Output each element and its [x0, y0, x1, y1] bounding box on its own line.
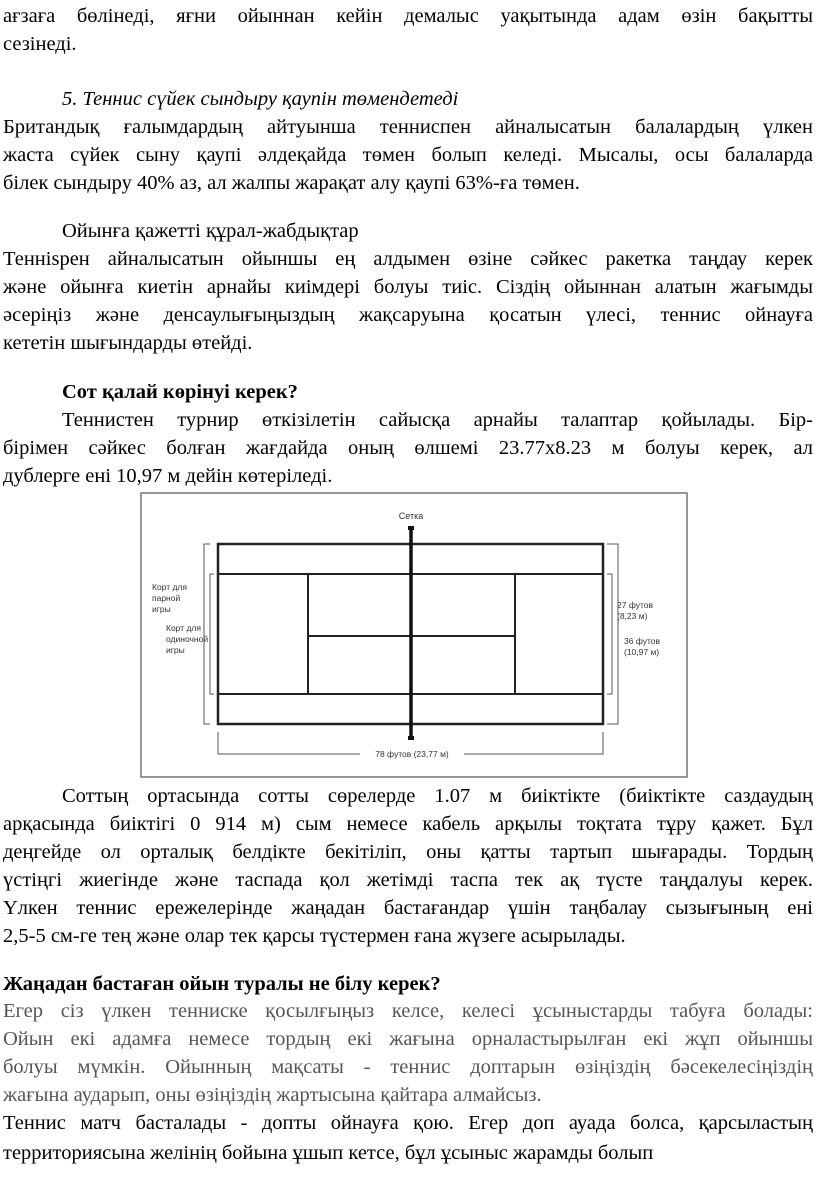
text-line: Ойын екі адамға немесе тордың екі жағына орналастырылған екі жұп ойыншы [3, 1028, 813, 1050]
text-line: дублерге ені 10,97 м дейін көтеріледі. [3, 465, 333, 487]
text-line: жағына аударып, оны өзіңіздің жартысына қайтара алмайсыз. [3, 1084, 542, 1106]
text-line: территориясына желінің бойына ұшып кетсе, бұл ұсыныс жарамды болып [3, 1142, 654, 1164]
singles-label-line: Корт для [166, 623, 201, 633]
text-line: арқасында биіктігі 0 914 м) сым немесе кабель арқылы тоқтата тұру қажет. Бұл [3, 813, 813, 835]
text-line: және ойынға киетін арнайы киімдері болуы тиіс. Сіздің ойыннан алатын жағымды [3, 276, 813, 298]
text-line: сезінеді. [3, 33, 77, 55]
singles-label-line: игры [166, 645, 185, 655]
doubles-label-line: игры [152, 604, 171, 614]
section-heading: Сот қалай көрінуі керек? [62, 381, 298, 403]
width-36-label-line: (10,97 м) [624, 647, 660, 657]
section-heading: 5. Теннис сүйек сындыру қаупін төмендетеді [62, 88, 459, 110]
text-line: білек сындыру 40% аз, ал жалпы жарақат алу қаупі 63%-ға төмен. [3, 172, 580, 194]
text-line: бірімен сәйкес болған жағдайда оның өлшемі 23.77х8.23 м болуы керек, ал [3, 437, 813, 459]
section-heading: Ойынға қажетті құрал-жабдықтар [62, 220, 359, 242]
text-line: Теннис матч басталады - допты ойнауға қою. Егер доп ауада болса, қарсыластың [3, 1112, 813, 1134]
width-27-label-line: (8,23 м) [617, 611, 648, 621]
text-line: Соттың ортасында сотты сөрелерде 1.07 м биіктікте (биіктікте саздаудың [62, 785, 813, 807]
text-line: әсеріңіз және денсаулығыңыздың жақсаруына қосатын үлесі, теннис ойнауға [3, 304, 813, 326]
width-27-label-line: 27 футов [617, 600, 654, 610]
text-line: кететін шығындарды өтейді. [3, 332, 253, 354]
text-line: 2,5-5 см-ге тең және олар тек қарсы түстермен ғана жүзеге асырылады. [3, 925, 626, 947]
text-line: болуы мүмкін. Ойынның мақсаты - теннис доптарын өзіңіздің бәсекелесіңіздің [3, 1056, 813, 1078]
text-line: Үлкен теннис ережелерінде жаңадан бастағандар үшін таңбалау сызығының ені [3, 897, 813, 919]
text-line: Британдық ғалымдардың айтуынша тенниспен айналысатын балалардың үлкен [3, 116, 813, 138]
singles-label-line: одиночной [166, 634, 209, 644]
text-line: жаста сүйек сыну қаупі әлдеқайда төмен болып келеді. Мысалы, осы балаларда [3, 144, 813, 166]
width-36-label-line: 36 футов [624, 636, 661, 646]
net-label: Сетка [398, 511, 424, 521]
length-label: 78 футов (23,77 м) [375, 749, 449, 759]
text-line: Теннистен турнир өткізілетін сайысқа арнайы талаптар қойылады. Бір- [62, 409, 813, 431]
text-line: ағзаға бөлінеді, яғни ойыннан кейін демалыс уақытында адам өзін бақытты [3, 5, 813, 27]
doubles-label-line: Корт для [152, 582, 187, 592]
text-line: үстіңгі жиегінде және таспада қол жетімді таспа тек ақ түсте таңдалуы керек. [3, 869, 813, 891]
tennis-court-diagram [140, 492, 688, 778]
text-line: Егер сіз үлкен тенниске қосылғыңыз келсе, келесі ұсыныстарды табуға болады: [3, 1000, 813, 1022]
text-line: Теннispен айналысатын ойыншы ең алдымен өзіне сәйкес ракетка таңдау керек [3, 248, 813, 270]
doubles-label-line: парной [152, 593, 181, 603]
section-heading: Жаңадан бастаған ойын туралы не білу керек? [3, 973, 441, 995]
text-line: деңгейде ол орталық белдікте бекітіліп, оны қатты тартып шығарады. Тордың [3, 841, 813, 863]
